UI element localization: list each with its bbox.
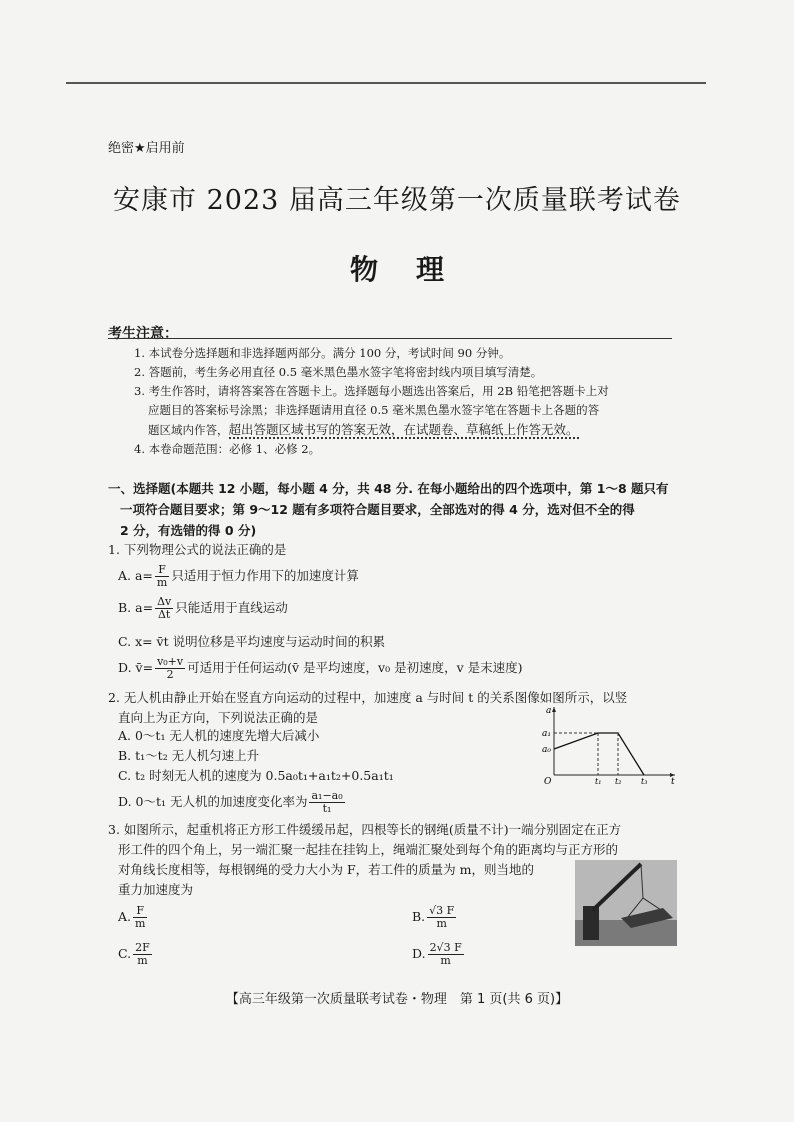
a-axis-arrow [552, 707, 556, 712]
crane-photo [575, 860, 677, 946]
q1-option-c: C. x= v̄t 说明位移是平均速度与运动时间的积累 [118, 634, 386, 649]
question-3-stem: 3. 如图所示，起重机将正方形工件缓缓吊起，四根等长的钢绳(质量不计)一端分别固定在正方 [108, 822, 622, 837]
denominator: m [440, 954, 451, 967]
section-header [108, 478, 680, 541]
option-text: B. a= [118, 600, 154, 615]
fraction [155, 656, 185, 681]
option-label: D. [412, 946, 426, 961]
section-line: 2 分，有选错的得 0 分) [120, 523, 257, 538]
question-3-stem-cont: 形工件的四个角上，另一端汇聚一起挂在挂钩上，绳端汇聚处到每个角的距离均与正方形的 [118, 842, 619, 857]
page-footer: 【高三年级第一次质量联考试卷・物理 第 1 页(共 6 页)】 [225, 992, 569, 1007]
question-2-stem-cont: 直向上为正方向，下列说法正确的是 [118, 710, 319, 725]
a-axis-label: a [546, 706, 552, 716]
a0-label: a₀ [542, 745, 551, 755]
fraction [133, 905, 147, 930]
option-text: D. 0～t₁ 无人机的加速度变化率为 [118, 794, 308, 809]
fraction [309, 790, 344, 815]
question-3-stem-cont: 重力加速度为 [118, 882, 194, 897]
numerator: 2√3 F [429, 941, 462, 954]
exam-title: 安康市 2023 届高三年级第一次质量联考试卷 [113, 185, 681, 216]
fraction [133, 942, 152, 967]
fraction [427, 905, 456, 930]
subject-title: 物理 [349, 253, 482, 286]
denominator: m [135, 917, 146, 930]
t2-label: t₂ [615, 777, 622, 785]
q1-option-b [118, 596, 288, 621]
t-axis-label: t [671, 777, 675, 785]
crane-body [583, 906, 599, 940]
option-text: 只能适用于直线运动 [175, 600, 288, 615]
denominator: m [436, 917, 447, 930]
question-1-stem: 1. 下列物理公式的说法正确的是 [108, 542, 287, 557]
numerator: Δv [157, 595, 172, 608]
question-3-stem-cont: 对角线长度相等，每根钢绳的受力大小为 F，若工件的质量为 m，则当地的 [118, 862, 534, 877]
option-label: A. [118, 909, 132, 924]
q3-option-a [118, 905, 149, 930]
notice-emphasis: 超出答题区域书写的答案无效，在试题卷、草稿纸上作答无效。 [228, 422, 579, 437]
option-text: 可适用于任何运动(v̄ 是平均速度，v₀ 是初速度，v 是末速度) [187, 660, 523, 675]
notice-text: 题区域内作答， [148, 423, 229, 437]
fraction [155, 596, 173, 621]
origin-label: O [544, 777, 552, 785]
numerator: a₁−a₀ [311, 789, 343, 802]
q3-option-d [412, 942, 466, 967]
q1-option-d [118, 656, 523, 681]
notice-item: 3. 考生作答时，请将答案答在答题卡上。选择题每小题选出答案后，用 2B 铅笔把答题卡上对 [134, 384, 609, 398]
option-label: B. [412, 909, 426, 924]
denominator: t₁ [322, 802, 332, 815]
numerator: F [133, 905, 147, 918]
notice-divider [108, 338, 672, 339]
numerator: √3 F [429, 904, 455, 917]
q2-option-a: A. 0～t₁ 无人机的速度先增大后减小 [118, 728, 320, 743]
confidential-label: 绝密★启用前 [108, 141, 185, 156]
acceleration-time-graph [540, 703, 680, 785]
notice-item: 2. 答题前，考生务必用直径 0.5 毫米黑色墨水签字笔将密封线内项目填写清楚。 [134, 365, 543, 379]
notice-item: 应题目的答案标号涂黑；非选择题请用直径 0.5 毫米黑色墨水签字笔在答题卡上各题的答 [148, 403, 600, 417]
q3-option-b [412, 905, 458, 930]
notice-item: 4. 本卷命题范围：必修 1、必修 2。 [134, 442, 321, 456]
q2-option-d [118, 790, 347, 815]
a1-label: a₁ [542, 729, 551, 739]
section-line: 一、选择题(本题共 12 小题，每小题 4 分，共 48 分. 在每小题给出的四个选项中，第 1～8 题只有 [108, 481, 669, 496]
denominator: 2 [166, 668, 174, 681]
numerator: F [155, 564, 169, 577]
notice-item [134, 420, 674, 440]
notice-item: 1. 本试卷分选择题和非选择题两部分。满分 100 分，考试时间 90 分钟。 [134, 346, 511, 360]
option-text: A. a= [118, 568, 153, 583]
option-label: C. [118, 946, 132, 961]
question-2-stem: 2. 无人机由静止开始在竖直方向运动的过程中，加速度 a 与时间 t 的关系图像如图所示，以竖 [108, 690, 628, 705]
section-line: 一项符合题目要求；第 9～12 题有多项符合题目要求，全部选对的得 4 分，选对但不全的得 [120, 502, 635, 517]
denominator: m [137, 954, 148, 967]
q3-option-c [118, 942, 154, 967]
t1-label: t₁ [595, 777, 602, 785]
notice-heading: 考生注意： [108, 326, 178, 342]
option-text: D. v̄= [118, 660, 154, 675]
option-text: 只适用于恒力作用下的加速度计算 [171, 568, 359, 583]
numerator: v₀+v [157, 655, 184, 668]
fraction [155, 564, 169, 589]
t3-label: t₃ [641, 777, 648, 785]
fraction [428, 942, 464, 967]
q2-option-b: B. t₁～t₂ 无人机匀速上升 [118, 748, 260, 763]
q1-option-a [118, 564, 359, 589]
top-rule [66, 82, 706, 84]
numerator: 2F [135, 941, 150, 954]
notice-list [134, 344, 674, 459]
denominator: m [156, 576, 168, 589]
q2-option-c: C. t₂ 时刻无人机的速度为 0.5a₀t₁+a₁t₂+0.5a₁t₁ [118, 768, 394, 783]
denominator: Δt [157, 608, 171, 621]
acceleration-curve [554, 733, 644, 775]
